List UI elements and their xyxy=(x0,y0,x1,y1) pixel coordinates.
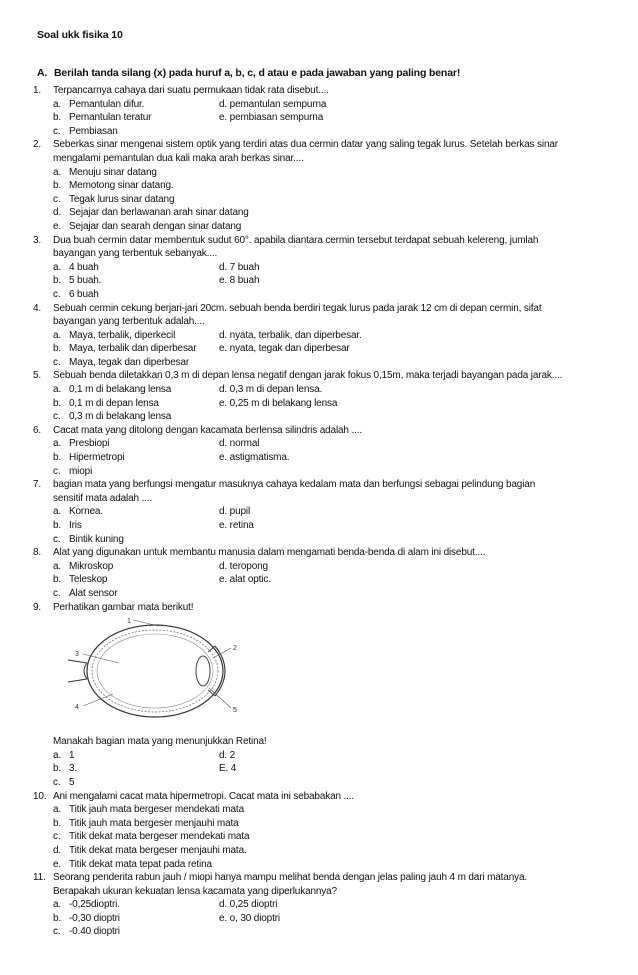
option-text: miopi xyxy=(69,465,93,477)
option-text: Memotong sinar datang. xyxy=(69,180,174,192)
question-number: 10. xyxy=(33,790,47,802)
question-number: 7. xyxy=(33,479,42,491)
option-text: -0,30 dioptri xyxy=(69,912,120,924)
option-letter: b. xyxy=(53,452,62,464)
option-text: 0,1 m di belakang lensa xyxy=(69,384,172,396)
answer-option xyxy=(53,356,613,370)
option-text: Teleskop xyxy=(69,574,108,586)
option-text: Titik dekat mata bergeser menjauhi mata. xyxy=(69,844,247,856)
question-10 xyxy=(33,790,613,872)
answer-option xyxy=(53,397,613,411)
answer-options xyxy=(53,560,613,601)
eye-diagram xyxy=(63,616,253,726)
option-text-right: d. pupil xyxy=(219,506,251,518)
answer-option xyxy=(53,519,613,533)
option-letter: a. xyxy=(53,166,62,178)
option-text-right: d. pemantulan sempurna xyxy=(219,98,327,110)
answer-option xyxy=(53,776,613,790)
option-text: Pemantulan difur. xyxy=(69,98,145,110)
option-letter: a. xyxy=(53,261,62,273)
option-letter: c. xyxy=(53,125,61,137)
question-number: 4. xyxy=(33,302,42,314)
question-text: bayangan yang terbentuk adalah.... xyxy=(53,316,205,328)
option-letter: c. xyxy=(53,411,61,423)
section-instruction xyxy=(37,67,460,79)
answer-options xyxy=(53,98,613,139)
answer-options xyxy=(53,329,613,370)
answer-option xyxy=(53,437,613,451)
question-number: 3. xyxy=(33,234,42,246)
answer-option xyxy=(53,410,613,424)
option-text: 0,3 m di belakang lensa xyxy=(69,411,172,423)
option-letter: b. xyxy=(53,275,62,287)
option-letter: c. xyxy=(53,288,61,300)
answer-option xyxy=(53,533,613,547)
question-text: bayangan yang terbentuk sebanyak.... xyxy=(53,248,218,260)
question-4 xyxy=(33,302,613,370)
answer-option xyxy=(53,274,613,288)
question-11 xyxy=(33,871,613,939)
answer-option xyxy=(53,749,613,763)
question-text: Cacat mata yang ditolong dengan kacamata berlensa silindris adalah .... xyxy=(53,424,362,436)
answer-option xyxy=(53,803,613,817)
option-letter: c. xyxy=(53,926,61,938)
question-text: Perhatikan gambar mata berikut! xyxy=(53,601,194,613)
eye-diagram-label: 3 xyxy=(75,651,79,659)
answer-options xyxy=(53,437,613,478)
question-number: 8. xyxy=(33,547,42,559)
question-number: 9. xyxy=(33,601,42,613)
question-text: Alat yang digunakan untuk membantu manusia dalam mengamati benda-benda di alam ini disebut.... xyxy=(53,547,486,559)
option-letter: a. xyxy=(53,749,62,761)
option-text-right: e. alat optic. xyxy=(219,574,271,586)
answer-option xyxy=(53,383,613,397)
answer-option xyxy=(53,206,613,220)
question-2 xyxy=(33,138,613,233)
question-text: mengalami pemantulan dua kali maka arah berkas sinar.... xyxy=(53,152,304,164)
option-text: Titik jauh mata bergeser mendekati mata xyxy=(69,804,244,816)
option-text: Titik jauh mata bergeser menjauhi mata xyxy=(69,817,239,829)
question-text: bagian mata yang berfungsi mengatur masuknya cahaya kedalam mata dan berfungsi sebagai pelindung bagian xyxy=(53,479,536,491)
question-number: 1. xyxy=(33,85,42,96)
option-letter: a. xyxy=(53,98,62,110)
option-text: Tegak lurus sinar datang xyxy=(69,193,175,205)
option-text: 1 xyxy=(69,749,75,761)
option-text: 5 xyxy=(69,776,75,788)
option-text: Alat sensor xyxy=(69,587,118,599)
option-letter: b. xyxy=(53,912,62,924)
question-line xyxy=(33,424,613,438)
question-text: Terpancarnya cahaya dari suatu permukaan tidak rata disebut.... xyxy=(53,85,329,96)
option-text: Titik dekat mata tepat pada retina xyxy=(69,858,212,870)
answer-option xyxy=(53,451,613,465)
question-3 xyxy=(33,234,613,302)
document-title: Soal ukk fisika 10 xyxy=(37,29,123,41)
option-letter: b. xyxy=(53,763,62,775)
question-9 xyxy=(33,601,613,790)
answer-options xyxy=(53,261,613,302)
option-text-right: e. 0,25 m di belakang lensa xyxy=(219,397,338,409)
section-label: A. xyxy=(37,67,48,79)
answer-options xyxy=(53,383,613,424)
option-text: 5 buah. xyxy=(69,275,102,287)
question-1 xyxy=(33,84,613,138)
question-line xyxy=(33,234,613,248)
answer-option xyxy=(53,912,613,926)
answer-option xyxy=(53,179,613,193)
option-letter: b. xyxy=(53,397,62,409)
option-text: 3. xyxy=(69,763,78,775)
question-number: 11. xyxy=(33,872,46,884)
option-text-right: e. o, 30 dioptri xyxy=(219,912,280,924)
question-5 xyxy=(33,369,613,423)
answer-option xyxy=(53,817,613,831)
answer-option xyxy=(53,220,613,234)
answer-option xyxy=(53,762,613,776)
option-letter: b. xyxy=(53,180,62,192)
answer-options xyxy=(53,898,613,939)
question-text: Sebuah cermin cekung berjari-jari 20cm. sebuah benda berdiri tegak lurus pada jarak 12 cm di depan cermin, sifat xyxy=(53,302,542,314)
option-text: Kornea. xyxy=(69,506,103,518)
option-text: Pembiasan xyxy=(69,125,118,137)
answer-option xyxy=(53,858,613,872)
question-text: Ani mengalami cacat mata hipermetropi. Cacat mata ini sebabakan .... xyxy=(53,790,355,802)
option-text: -0,25dioptri. xyxy=(69,899,120,911)
option-letter: c. xyxy=(53,356,61,368)
answer-option xyxy=(53,830,613,844)
question-line xyxy=(33,885,613,899)
question-line xyxy=(33,247,613,261)
option-text: -0.40 dioptri xyxy=(69,926,120,938)
question-text: Seberkas sinar mengenai sistem optik yang terdiri atas dua cermin datar yang saling tegak lurus. Setelah berkas sinar xyxy=(53,139,558,151)
option-text: 0,1 m di depan lensa xyxy=(69,397,159,409)
option-text-right: e. nyata, tegak dan diperbesar xyxy=(219,343,350,355)
option-text-right: d. teropong xyxy=(219,560,268,572)
question-line xyxy=(33,302,613,316)
answer-option xyxy=(53,925,613,939)
question-line xyxy=(33,369,613,383)
answer-option xyxy=(53,573,613,587)
option-text: Presbiopi xyxy=(69,438,110,450)
option-text: 6 buah xyxy=(69,288,99,300)
answer-option xyxy=(53,261,613,275)
option-letter: e. xyxy=(53,858,62,870)
option-letter: b. xyxy=(53,112,62,124)
answer-option xyxy=(53,166,613,180)
section-text: Berilah tanda silang (x) pada huruf a, b, c, d atau e pada jawaban yang paling benar! xyxy=(54,67,461,79)
question-line xyxy=(33,601,613,615)
option-text-right: e. astigmatisma. xyxy=(219,452,290,464)
option-letter: e. xyxy=(53,220,62,232)
option-letter: b. xyxy=(53,817,62,829)
option-text: 4 buah xyxy=(69,261,99,273)
question-text: Berapakah ukuran kekuatan lensa kacamata yang diperlukannya? xyxy=(53,885,337,897)
option-letter: c. xyxy=(53,587,61,599)
question-7 xyxy=(33,478,613,546)
answer-option xyxy=(53,505,613,519)
option-text-right: e. retina xyxy=(219,520,254,531)
question-line xyxy=(33,84,613,98)
option-text-right: d. nyata, terbalik, dan diperbesar. xyxy=(219,329,362,341)
answer-options xyxy=(53,803,613,871)
question-number: 6. xyxy=(33,424,42,436)
option-letter: a. xyxy=(53,438,62,450)
option-text-right: E. 4 xyxy=(219,763,237,775)
option-letter: c. xyxy=(53,465,61,477)
option-text: Sejajar dan searah dengan sinar datang xyxy=(69,220,242,232)
option-text: Titik dekat mata bergeser mendekati mata xyxy=(69,831,250,843)
question-number: 2. xyxy=(33,139,42,151)
option-text: Menuju sinar datang xyxy=(69,166,157,178)
answer-option xyxy=(53,288,613,302)
option-letter: a. xyxy=(53,506,62,518)
question-line xyxy=(33,492,613,506)
option-text-right: d. 7 buah xyxy=(219,261,260,273)
option-text: Maya, terbalik dan diperbesar xyxy=(69,343,197,355)
option-letter: a. xyxy=(53,899,62,911)
question-text: sensitif mata adalah .... xyxy=(53,492,153,504)
question-list xyxy=(33,84,613,939)
option-letter: c. xyxy=(53,831,61,843)
answer-options xyxy=(53,749,613,790)
answer-option xyxy=(53,587,613,601)
option-letter: b. xyxy=(53,574,62,586)
question-text: Seorang penderita rabun jauh / miopi hanya mampu melihat benda dengan jelas paling jauh 4 m dari matanya. xyxy=(53,872,528,884)
eye-diagram-label: 5 xyxy=(233,707,237,715)
eye-diagram-label: 2 xyxy=(233,645,237,653)
option-text: Mikroskop xyxy=(69,560,114,572)
question-line xyxy=(33,790,613,804)
option-letter: a. xyxy=(53,384,62,396)
answer-options xyxy=(53,505,613,546)
option-letter: c. xyxy=(53,533,61,545)
answer-option xyxy=(53,342,613,356)
option-text-right: d. normal xyxy=(219,438,260,450)
option-text: Maya, terbalik, diperkecil xyxy=(69,329,176,341)
option-letter: b. xyxy=(53,520,62,531)
option-text: Maya, tegak dan diperbesar xyxy=(69,356,190,368)
option-text-right: d. 2 xyxy=(219,749,236,761)
answer-options xyxy=(53,166,613,234)
answer-option xyxy=(53,844,613,858)
answer-option xyxy=(53,560,613,574)
question-line xyxy=(33,315,613,329)
question-line xyxy=(33,546,613,560)
question-line xyxy=(33,871,613,885)
question-6 xyxy=(33,424,613,478)
option-text-right: d. 0,3 m di depan lensa. xyxy=(219,384,323,396)
eye-diagram-label: 4 xyxy=(75,704,79,712)
option-letter: a. xyxy=(53,804,62,816)
option-text: Hipermetropi xyxy=(69,452,125,464)
option-letter: c. xyxy=(53,193,61,205)
answer-option xyxy=(53,111,613,125)
option-letter: d. xyxy=(53,207,62,219)
answer-option xyxy=(53,193,613,207)
option-text-right: e. 8 buah xyxy=(219,275,260,287)
answer-option xyxy=(53,125,613,139)
answer-option xyxy=(53,898,613,912)
option-letter: d. xyxy=(53,844,62,856)
question-text: Dua buah cermin datar membentuk sudut 60°. apabila diantara cermin tersebut terdapat sebuah kelereng, jumlah xyxy=(53,234,539,246)
question-8 xyxy=(33,546,613,600)
option-text-right: e. pembiasan sempurna xyxy=(219,112,324,124)
option-letter: c. xyxy=(53,776,61,788)
question-text: Sebuah benda diletakkan 0,3 m di depan lensa negatif dengan jarak fokus 0,15m, maka terjadi bayangan pada jarak.... xyxy=(53,370,563,382)
option-letter: b. xyxy=(53,343,62,355)
question-line xyxy=(33,478,613,492)
answer-option xyxy=(53,465,613,479)
question-line xyxy=(33,152,613,166)
answer-option xyxy=(53,98,613,112)
question-text: Manakah bagian mata yang menunjukkan Retina! xyxy=(53,736,267,748)
option-text: Pemantulan teratur xyxy=(69,112,152,124)
option-text-right: d. 0,25 dioptri xyxy=(219,899,278,911)
option-letter: a. xyxy=(53,329,62,341)
answer-option xyxy=(53,329,613,343)
eye-diagram-label: 1 xyxy=(127,618,131,626)
question-line xyxy=(33,138,613,152)
question-number: 5. xyxy=(33,370,42,382)
option-text: Sejajar dan berlawanan arah sinar datang xyxy=(69,207,249,219)
option-text: Iris xyxy=(69,520,82,531)
option-text: Bintik kuning xyxy=(69,533,124,545)
option-letter: a. xyxy=(53,560,62,572)
